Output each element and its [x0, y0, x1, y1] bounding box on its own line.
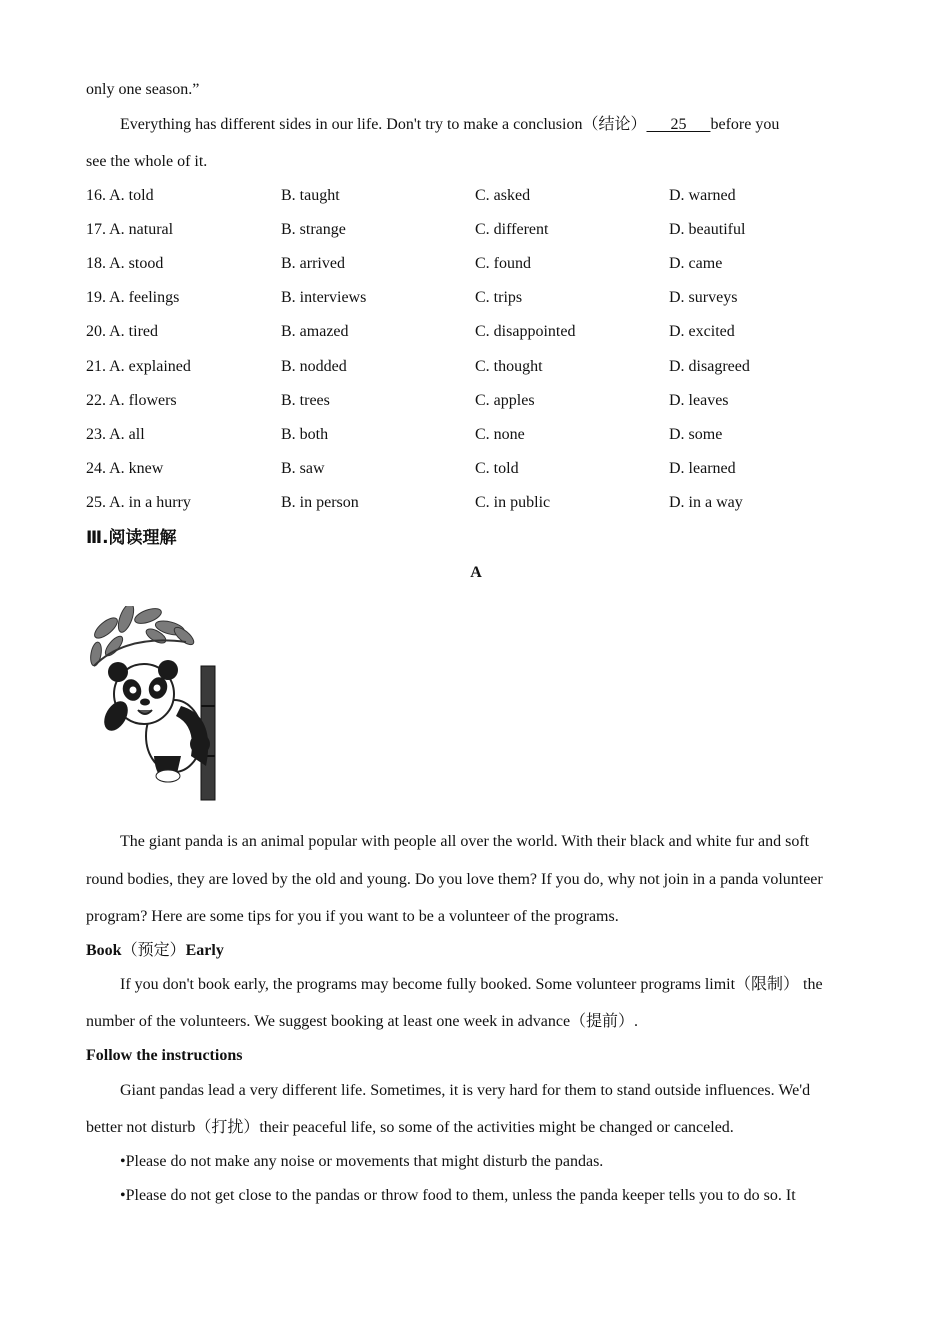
option-c: C. disappointed — [475, 323, 576, 340]
option-row — [86, 288, 866, 308]
option-c: C. thought — [475, 358, 543, 375]
passage-letter: A — [470, 564, 482, 581]
blank-25: 25 — [646, 116, 711, 133]
option-d: D. disagreed — [669, 358, 750, 375]
option-a: 16. A. told — [86, 187, 154, 204]
intro-line: program? Here are some tips for you if you want to be a volunteer of the programs. — [86, 908, 619, 925]
book-early-heading — [86, 941, 224, 961]
option-a: 21. A. explained — [86, 358, 191, 375]
option-row — [86, 220, 866, 240]
heading-cn: （预定） — [121, 942, 186, 959]
option-b: B. strange — [281, 221, 346, 238]
option-b: B. nodded — [281, 358, 347, 375]
bullet-item: •Please do not get close to the pandas or throw food to them, unless the panda keeper tells you to do so. It — [120, 1187, 796, 1204]
option-c: C. none — [475, 426, 525, 443]
option-row — [86, 186, 866, 206]
option-row — [86, 493, 866, 513]
option-d: D. leaves — [669, 392, 729, 409]
book-early-line: If you don't book early, the programs may become fully booked. Some volunteer programs limit（限制） the — [120, 976, 823, 993]
option-c: C. asked — [475, 187, 531, 204]
option-row — [86, 254, 866, 274]
option-b: B. both — [281, 426, 329, 443]
option-b: B. amazed — [281, 323, 349, 340]
heading-text: Early — [185, 942, 224, 959]
option-c: C. different — [475, 221, 549, 238]
cloze-text: Everything has different sides in our life. Don't try to make a conclusion（结论） — [120, 116, 647, 133]
option-row — [86, 459, 866, 479]
option-d: D. in a way — [669, 494, 743, 511]
follow-line: Giant pandas lead a very different life. Sometimes, it is very hard for them to stand outside influences. We'd — [120, 1082, 811, 1099]
option-a: 19. A. feelings — [86, 289, 180, 306]
option-d: D. beautiful — [669, 221, 746, 238]
heading-text: Book — [86, 942, 122, 959]
option-b: B. trees — [281, 392, 330, 409]
cloze-paragraph — [120, 115, 779, 135]
option-c: C. found — [475, 255, 531, 272]
option-d: D. excited — [669, 323, 735, 340]
option-d: D. learned — [669, 460, 736, 477]
option-b: B. arrived — [281, 255, 345, 272]
option-c: C. apples — [475, 392, 535, 409]
option-b: B. in person — [281, 494, 359, 511]
option-d: D. some — [669, 426, 723, 443]
option-b: B. saw — [281, 460, 325, 477]
cloze-line-end: only one season.” — [86, 81, 200, 98]
follow-line: better not disturb（打扰）their peaceful life, so some of the activities might be changed or canceled. — [86, 1119, 734, 1136]
option-b: B. taught — [281, 187, 340, 204]
option-c: C. trips — [475, 289, 523, 306]
cloze-text-after: before you — [710, 116, 780, 133]
cloze-line: see the whole of it. — [86, 153, 208, 170]
option-row — [86, 322, 866, 342]
option-row — [86, 357, 866, 377]
panda-illustration — [86, 606, 224, 802]
option-a: 24. A. knew — [86, 460, 164, 477]
option-c: C. told — [475, 460, 519, 477]
intro-line: round bodies, they are loved by the old and young. Do you love them? If you do, why not join in a panda volunteer — [86, 871, 823, 888]
book-early-line: number of the volunteers. We suggest booking at least one week in advance（提前）. — [86, 1013, 639, 1030]
option-d: D. came — [669, 255, 723, 272]
option-row — [86, 425, 866, 445]
option-c: C. in public — [475, 494, 551, 511]
option-a: 20. A. tired — [86, 323, 158, 340]
option-d: D. warned — [669, 187, 736, 204]
intro-line: The giant panda is an animal popular with people all over the world. With their black and white fur and soft — [120, 833, 810, 850]
option-a: 23. A. all — [86, 426, 145, 443]
option-a: 25. A. in a hurry — [86, 494, 191, 511]
option-row — [86, 391, 866, 411]
section-title: Ⅲ.阅读理解 — [86, 528, 177, 548]
option-a: 22. A. flowers — [86, 392, 177, 409]
option-b: B. interviews — [281, 289, 367, 306]
option-d: D. surveys — [669, 289, 738, 306]
option-a: 17. A. natural — [86, 221, 174, 238]
bullet-item: •Please do not make any noise or movements that might disturb the pandas. — [120, 1153, 604, 1170]
follow-heading: Follow the instructions — [86, 1047, 243, 1064]
option-a: 18. A. stood — [86, 255, 164, 272]
